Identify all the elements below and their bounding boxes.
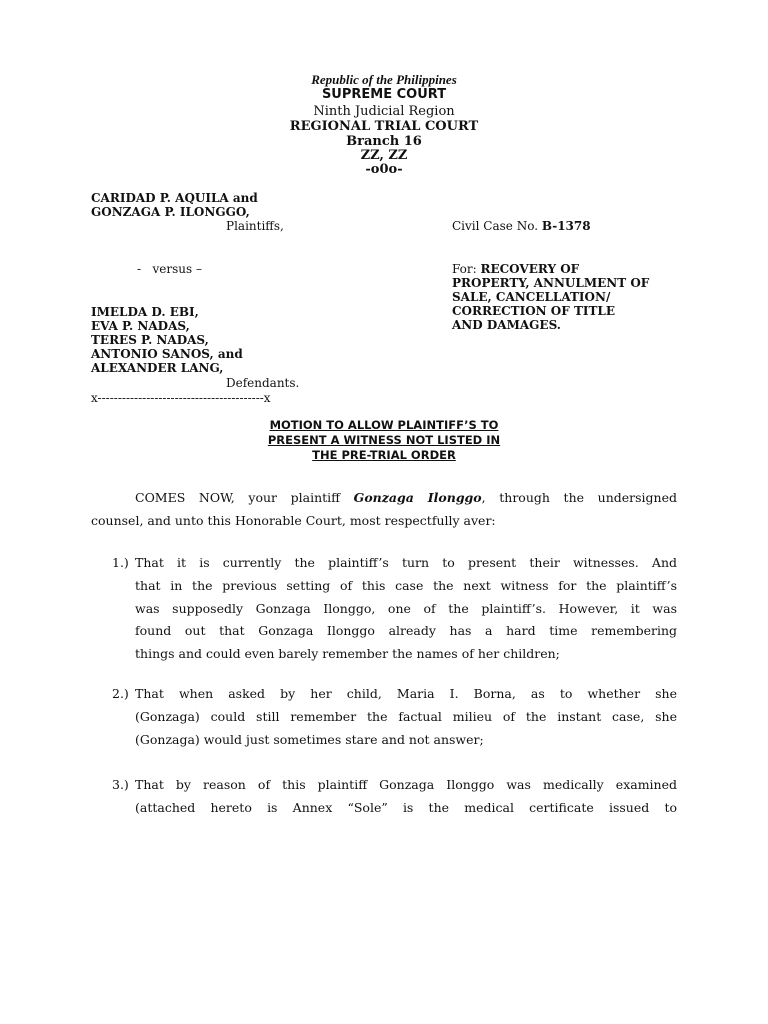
caption-separator: x-----------------------------------------x [91, 391, 271, 405]
rtc-heading: REGIONAL TRIAL COURT [289, 119, 479, 134]
paragraph-line: that in the previous setting of this case the next witness for the plaintiff’s [135, 578, 677, 593]
civil-case-prefix: Civil Case No. [452, 219, 539, 233]
paragraph-line: was supposedly Gonzaga Ilonggo, one of the plaintiff’s. However, it was [135, 601, 677, 616]
paragraph-line: That when asked by her child, Maria I. Borna, as to whether she [135, 686, 677, 701]
supreme-court-heading: SUPREME COURT [321, 87, 447, 102]
defendant-name: TERES P. NADAS, [91, 333, 209, 347]
plaintiffs-names-line2: GONZAGA P. ILONGGO, [91, 205, 250, 219]
plaintiffs-names-line1: CARIDAD P. AQUILA and [91, 191, 258, 205]
branch-heading: Branch 16 [346, 134, 422, 149]
motion-title-line3: THE PRE-TRIAL ORDER [312, 448, 456, 462]
nature-line: SALE, CANCELLATION/ [452, 290, 611, 304]
defendant-name: IMELDA D. EBI, [91, 305, 199, 319]
judicial-region-heading: Ninth Judicial Region [313, 104, 455, 119]
nature-line: RECOVERY OF [480, 262, 580, 276]
intro-line2: counsel, and unto this Honorable Court, most respectfully aver: [91, 513, 496, 528]
nature-line: PROPERTY, ANNULMENT OF [452, 276, 650, 290]
motion-title-line1: MOTION TO ALLOW PLAINTIFF’S TO [269, 418, 499, 432]
defendant-name: ALEXANDER LANG, [91, 361, 224, 375]
intro-plaintiff-name: Gonzaga Ilonggo [353, 490, 482, 505]
republic-heading: Republic of the Philippines [311, 72, 457, 87]
paragraph-line: (Gonzaga) would just sometimes stare and not answer; [135, 732, 484, 747]
paragraph-number: 3.) [112, 777, 129, 792]
motion-title-line2: PRESENT A WITNESS NOT LISTED IN [267, 433, 501, 447]
civil-case-value: B-1378 [541, 219, 591, 233]
place-heading: ZZ, ZZ [360, 148, 408, 163]
for-label: For: [452, 262, 477, 276]
civil-case-number [452, 219, 591, 233]
nature-line: AND DAMAGES. [452, 318, 561, 332]
defendant-name: EVA P. NADAS, [91, 319, 190, 333]
paragraph-line: (Gonzaga) could still remember the factual milieu of the instant case, she [135, 709, 677, 724]
paragraph-number: 1.) [112, 555, 129, 570]
defendant-name: ANTONIO SANOS, and [91, 347, 243, 361]
intro-text: , through the undersigned [481, 490, 677, 505]
ornament: -o0o- [365, 162, 403, 177]
paragraph-line: things and could even barely remember the names of her children; [135, 646, 560, 661]
nature-of-action [452, 262, 579, 276]
paragraph-line: found out that Gonzaga Ilonggo already has a hard time remembering [135, 623, 677, 638]
nature-line: CORRECTION OF TITLE [452, 304, 615, 318]
intro-line1 [135, 490, 677, 506]
paragraph-line: That it is currently the plaintiff’s turn to present their witnesses. And [135, 555, 677, 570]
paragraph-line: (attached hereto is Annex “Sole” is the medical certificate issued to [135, 800, 677, 815]
paragraph-number: 2.) [112, 686, 129, 701]
intro-text: COMES NOW, your plaintiff [135, 490, 354, 505]
versus-text: - versus – [137, 262, 202, 276]
plaintiffs-label: Plaintiffs, [226, 219, 284, 233]
defendants-label: Defendants. [226, 376, 300, 390]
paragraph-line: That by reason of this plaintiff Gonzaga Ilonggo was medically examined [135, 777, 677, 792]
